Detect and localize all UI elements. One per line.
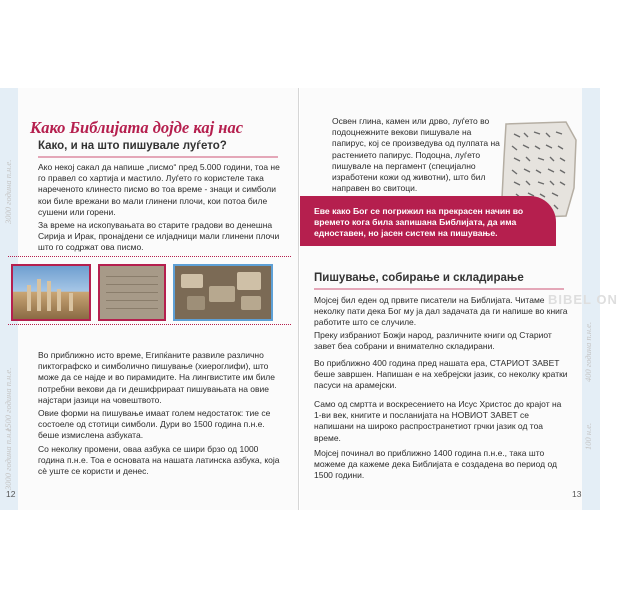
- watermark: BIBEL ON: [548, 292, 618, 307]
- paragraph-alphabet: Овие форми на пишување имаат голем недостаток: тие се состоеле од стотици симболи. Дури во 1500 година п.н.е. беше измислена азбуката.: [38, 408, 271, 441]
- timeline-label-3000-upper: 3000 година п.н.е.: [3, 159, 13, 224]
- book-spread: [0, 88, 618, 510]
- paragraph-latin-alphabet: Со неколку промени, оваа азбука се шири брзо од 1000 година п.н.е. Тоа е основата на нашата латинска азбука, која сè уште се користи и денес.: [38, 444, 280, 477]
- paragraph-hieroglyphs: Во приближно исто време, Египќаните развиле различно пиктографско и симболично пишување (хиероглифи), што може да се најде и во пирамидите. На лингвистите им биле потребни векови да ги дешифрираат пишувањата на овие најстари јазици на човештвото.: [38, 350, 275, 405]
- clay-tablet-photo: [98, 264, 166, 321]
- left-page: [0, 88, 299, 510]
- paragraph-old-testament-collected: Преку избраниот Божји народ, различните книги од Стариот завет беа собрани и внимателно складирани.: [314, 330, 552, 352]
- paragraph-papyrus: Освен глина, камен или дрво, луѓето во подоцнежните векови пишувале на папирус, кој се произведува од пулпата на растението папирус. Подоцна, луѓето пишувале на пергамент (специјално изработени кожи од животни), што бил направен во свитоци.: [332, 116, 500, 194]
- paragraph-new-testament: Само од смртта и воскресението на Исус Христос до крајот на 1-ви век, книгите и посланијата на НОВИОТ ЗАВЕТ се напишани на широко распространетиот грчки јазик од тоа време.: [314, 399, 562, 443]
- paragraph-moses: Мојсеј бил еден од првите писатели на Библијата. Читаме неколку пати дека Бог му ја дал задачата да ги напише во книга работите што се случиле.: [314, 295, 568, 328]
- chapter-title: Како Библијата дојде кај нас: [30, 118, 244, 137]
- callout-banner: [300, 196, 556, 246]
- timeline-label-400: 400 година п.н.е.: [583, 321, 593, 382]
- ruins-photo: [11, 264, 91, 321]
- right-page: [300, 88, 618, 510]
- section-heading-how-written: Како, и на што пишувале луѓето?: [38, 140, 227, 152]
- timeline-label-100: 100 н.е.: [583, 422, 593, 450]
- heading-rule-right: [314, 288, 564, 290]
- paragraph-cuneiform: Ако некој сакал да напише „писмо“ пред 5.000 години, тоа не го правел со хартија и мастило. Луѓето го користеле така нареченото клинесто писмо во тоа време - знаци и симболи кои биле врежани во мали глинени плочи, кои потоа биле сушени или горени.: [38, 162, 280, 217]
- page-number-left: 12: [6, 489, 16, 499]
- callout-text: Еве како Бог се погрижил на прекрасен начин во времето кога била запишана Библијата, да има едноставен, но јасен систем на пишување.: [314, 206, 524, 238]
- pottery-shards-photo: [173, 264, 273, 321]
- paragraph-1500-years: Мојсеј починал во приближно 1400 година п.н.е., така што можеме да кажеме дека Библијата е создадена во период од 1500 години.: [314, 448, 557, 481]
- paragraph-old-testament-completed: Во приближно 400 година пред нашата ера, СТАРИОТ ЗАВЕТ беше завршен. Напишан е на хебрејски јазик, со неколку кратки пасуси на арамејски.: [314, 358, 568, 391]
- timeline-label-3000-lower: 3000 година п.н.е.: [3, 425, 13, 490]
- timeline-label-1500: 1500 година п.н.е.: [3, 367, 13, 432]
- paragraph-excavations: За време на ископувањата во старите градови во денешна Сирија и Ирак, пронајдени се илјадници мали глинени плочи што го содржат ова писмо.: [38, 220, 280, 253]
- image-strip: [8, 256, 291, 325]
- section-heading-writing-collecting: Пишување, собирање и складирање: [314, 272, 524, 284]
- page-number-right: 13: [572, 489, 582, 499]
- heading-rule: [38, 156, 278, 158]
